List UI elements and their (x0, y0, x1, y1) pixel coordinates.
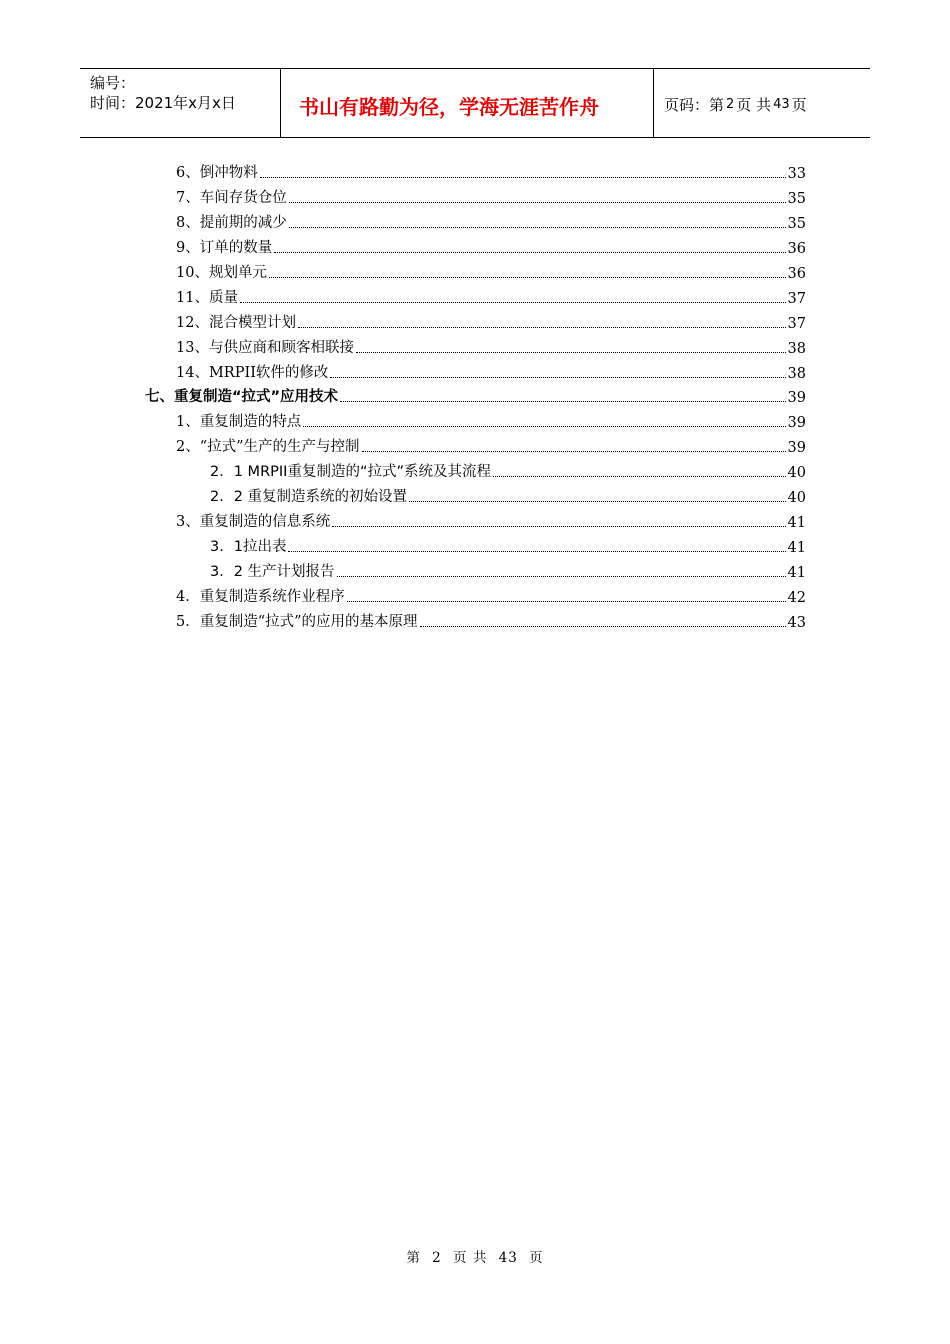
toc-entry-title: 3．1拉出表 (210, 539, 287, 555)
toc-entry-page: 33 (787, 166, 806, 182)
toc-entry[interactable] (176, 185, 806, 207)
toc-dot-leader (493, 475, 786, 477)
header-page-info (654, 69, 870, 137)
toc-dot-leader (303, 425, 785, 427)
toc-entry[interactable] (176, 434, 806, 456)
header-code-label: 编号： (90, 74, 136, 92)
toc-entry[interactable] (176, 335, 806, 357)
toc-entry-title: 6、倒冲物料 (176, 165, 258, 181)
toc-entry-title: 10、规划单元 (176, 265, 267, 281)
footer-total: 43 (498, 1250, 518, 1266)
toc-entry-title: 13、与供应商和顾客相联接 (176, 340, 354, 356)
toc-entry-page: 40 (787, 490, 806, 506)
toc-entry-title: 3、重复制造的信息系统 (176, 514, 331, 530)
toc-entry-page: 39 (787, 440, 806, 456)
toc-entry-title: 2、“拉式”生产的生产与控制 (176, 439, 360, 455)
toc-entry-title: 3．2 生产计划报告 (210, 564, 335, 580)
toc-entry-page: 39 (787, 390, 806, 406)
toc-dot-leader (330, 376, 785, 378)
toc-entry-title: 2．2 重复制造系统的初始设置 (210, 489, 408, 505)
page-header (80, 68, 870, 138)
toc-entry[interactable] (210, 484, 806, 506)
toc-entry-page: 35 (787, 191, 806, 207)
toc-dot-leader (260, 176, 786, 178)
toc-entry-page: 38 (787, 366, 806, 382)
toc-entry[interactable] (176, 260, 806, 282)
toc-entry[interactable] (145, 384, 806, 406)
toc-dot-leader (298, 326, 786, 328)
header-page-suffix: 页 (791, 95, 807, 114)
toc-dot-leader (356, 351, 786, 353)
toc-dot-leader (420, 625, 786, 627)
toc-entry-title: 9、订单的数量 (176, 240, 273, 256)
toc-entry[interactable] (176, 584, 806, 606)
toc-entry-page: 42 (787, 590, 806, 606)
footer-mid: 页 共 (453, 1250, 488, 1266)
header-info-cell (80, 69, 281, 137)
toc-dot-leader (362, 450, 786, 452)
toc-entry[interactable] (176, 210, 806, 232)
toc-entry-page: 41 (787, 565, 806, 581)
toc-entry-title: 4．重复制造系统作业程序 (176, 589, 345, 605)
header-page-total: 43 (773, 96, 790, 112)
toc-entry-page: 39 (787, 415, 806, 431)
toc-dot-leader (269, 276, 786, 278)
toc-entry-page: 36 (787, 266, 806, 282)
header-time-label: 时间：2021年x月x日 (90, 94, 236, 112)
toc-entry-page: 40 (787, 465, 806, 481)
toc-entry[interactable] (176, 160, 806, 182)
header-page-mid: 页 共 (736, 95, 772, 114)
toc-entry-page: 37 (787, 316, 806, 332)
toc-entry[interactable] (210, 559, 806, 581)
toc-entry-title: 8、提前期的减少 (176, 215, 287, 231)
toc-entry-title: 12、混合模型计划 (176, 315, 296, 331)
toc-entry[interactable] (176, 285, 806, 307)
toc-entry-title: 2．1 MRPII重复制造的“拉式”系统及其流程 (210, 464, 491, 480)
toc-dot-leader (289, 226, 786, 228)
toc-entry-title: 5．重复制造“拉式”的应用的基本原理 (176, 614, 418, 630)
footer-current: 2 (432, 1250, 442, 1266)
toc-entry[interactable] (210, 534, 806, 556)
toc-dot-leader (240, 301, 786, 303)
toc-entry[interactable] (176, 310, 806, 332)
toc-dot-leader (340, 400, 785, 402)
footer-prefix: 第 (406, 1250, 421, 1266)
toc-dot-leader (347, 600, 786, 602)
footer-suffix: 页 (529, 1250, 544, 1266)
toc-dot-leader (332, 525, 785, 527)
toc-entry[interactable] (210, 459, 806, 481)
toc-entry-page: 36 (787, 241, 806, 257)
toc-entry-page: 35 (787, 216, 806, 232)
toc-entry-page: 37 (787, 291, 806, 307)
toc-entry-page: 43 (787, 615, 806, 631)
toc-entry[interactable] (176, 235, 806, 257)
toc-entry[interactable] (176, 609, 806, 631)
toc-entry-title: 七、重复制造“拉式”应用技术 (145, 389, 339, 405)
toc-entry-page: 41 (787, 540, 806, 556)
header-page-current: 2 (726, 96, 735, 112)
toc-dot-leader (289, 201, 786, 203)
toc-entry-title: 1、重复制造的特点 (176, 414, 302, 430)
page-footer (0, 1246, 950, 1266)
toc-entry-page: 41 (787, 515, 806, 531)
toc-entry-title: 7、车间存货仓位 (176, 190, 287, 206)
header-slogan: 书山有路勤为径，学海无涯苦作舟 (281, 69, 654, 137)
toc-entry[interactable] (176, 360, 806, 382)
toc-dot-leader (337, 575, 786, 577)
toc-dot-leader (288, 550, 785, 552)
toc-entry-page: 38 (787, 341, 806, 357)
toc-dot-leader (409, 500, 785, 502)
toc-entry[interactable] (176, 409, 806, 431)
toc-entry[interactable] (176, 509, 806, 531)
toc-entry-title: 11、质量 (176, 290, 238, 306)
toc-entry-title: 14、MRPII软件的修改 (176, 365, 329, 381)
toc-dot-leader (274, 251, 785, 253)
header-page-prefix: 页码：第 (664, 95, 725, 114)
